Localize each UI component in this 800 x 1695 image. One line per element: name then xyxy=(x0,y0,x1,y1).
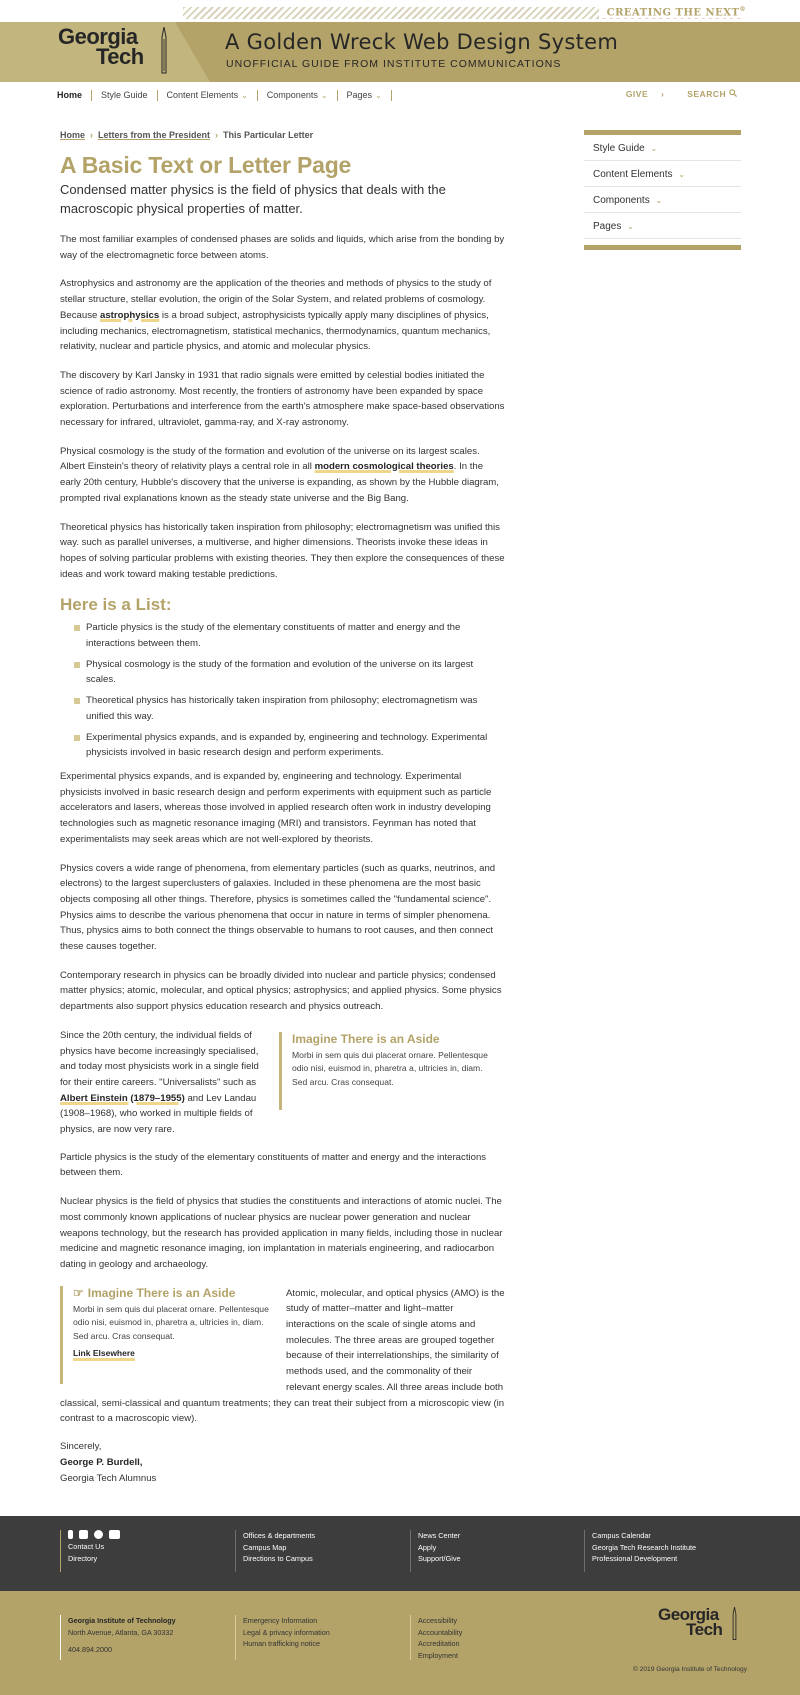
copyright: © 2019 Georgia Institute of Technology xyxy=(633,1666,747,1673)
breadcrumb-parent[interactable]: Letters from the President xyxy=(98,130,211,140)
paragraph: Contemporary research in physics can be broadly divided into nuclear and particle physics; condensed matter physics; atomic, molecular, and optical physics; astrophysics; and applied physics. Some physics departments also support physics education research and physics outreach. xyxy=(60,969,502,1013)
breadcrumb xyxy=(60,130,505,140)
twitter-icon[interactable] xyxy=(79,1530,88,1539)
sidebar-item-label: Content Elements xyxy=(593,169,673,180)
breadcrumb-current: This Particular Letter xyxy=(223,130,314,140)
logo-word-tech: Tech xyxy=(686,1620,723,1639)
chevron-right-icon: › xyxy=(661,89,665,99)
footer-links xyxy=(0,1516,800,1591)
sidebar-item-pages[interactable] xyxy=(584,213,741,239)
footer-link[interactable]: Employment xyxy=(418,1651,458,1661)
footer-link[interactable]: Accountability xyxy=(418,1627,463,1637)
institute-address: North Avenue, Atlanta, GA 30332 xyxy=(68,1627,174,1637)
nav-style-guide[interactable]: Style Guide xyxy=(92,90,158,101)
chevron-down-icon: ⌄ xyxy=(655,196,663,205)
footer-col-3 xyxy=(410,1530,461,1572)
footer-link[interactable]: News Center xyxy=(418,1531,461,1540)
aside-box-with-link xyxy=(60,1286,275,1384)
sign-off: Sincerely, xyxy=(60,1441,102,1452)
top-strip xyxy=(0,0,800,22)
paragraph: Particle physics is the study of the elementary constituents of matter and energy and the interactions between them. xyxy=(60,1151,487,1179)
aside-title: Imagine There is an Aside xyxy=(292,1031,440,1046)
site-header xyxy=(0,22,800,82)
footer-address xyxy=(60,1615,176,1660)
paragraph: The discovery by Karl Jansky in 1931 that radio signals were emitted by celestial bodies initiated the science of radio astronomy. Most recently, the frontiers of astronomy have been expanded by space exploration. Perturbations and interference from the earth's atmosphere make space-based observations necessary for infrared, ultraviolet, gamma-ray, and X-ray astronomy. xyxy=(60,369,505,429)
institute-name: Georgia Institute of Technology xyxy=(68,1616,176,1625)
signer-name: George P. Burdell, xyxy=(60,1457,143,1468)
footer-link[interactable]: Professional Development xyxy=(592,1554,678,1564)
logo-word-georgia: Georgia xyxy=(658,1605,719,1624)
footer-link[interactable]: Contact Us xyxy=(68,1542,105,1551)
sidebar-item-label: Pages xyxy=(593,221,622,232)
instagram-icon[interactable] xyxy=(94,1530,103,1539)
chevron-right-icon: › xyxy=(215,130,219,140)
search-label: SEARCH xyxy=(687,89,727,99)
paragraph xyxy=(60,1028,263,1138)
footer-link[interactable]: Accessibility xyxy=(418,1616,458,1625)
main-content xyxy=(60,130,505,1487)
sidebar-item-label: Components xyxy=(593,195,650,206)
sidebar-bottom-bar xyxy=(584,245,741,250)
footer-link[interactable]: Emergency Information xyxy=(243,1616,318,1625)
footer-col-social xyxy=(60,1530,120,1572)
footer-col-4 xyxy=(584,1530,696,1572)
nav-components[interactable] xyxy=(258,90,338,101)
footer-link[interactable]: Apply xyxy=(418,1542,437,1552)
aside-title-text: Imagine There is an Aside xyxy=(87,1285,236,1300)
breadcrumb-home[interactable]: Home xyxy=(60,130,86,140)
main-nav xyxy=(57,88,392,102)
lead-paragraph: Condensed matter physics is the field of physics that deals with the macroscopic physical properties of matter. xyxy=(60,182,446,216)
footer-link[interactable]: Directions to Campus xyxy=(243,1554,313,1564)
tech-tower-icon xyxy=(730,1607,739,1641)
paragraph: Experimental physics expands, and is expanded by, engineering and technology. Experimental physicists involved in basic research design and perform experiments with equipment such as particle accelerators and lasers, whereas those involved in applied research often work in industry developing technologies such as magnetic resonance imaging (MRI) and transistors. Feynman has noted that experimentalists may seek areas which are not well-explored by theorists. xyxy=(60,770,492,845)
signer-title: Georgia Tech Alumnus xyxy=(60,1473,157,1484)
link-elsewhere[interactable]: Link Elsewhere xyxy=(73,1348,135,1359)
nav-content-elements[interactable] xyxy=(158,90,258,101)
sidebar-item-content-elements[interactable] xyxy=(584,161,741,187)
text: Astrophysics and astronomy are the application of the theories and methods of physics to the study of stellar structure, stellar evolution, the origin of the Solar System, and related problems of cosmology. Because xyxy=(60,278,492,321)
nav-content-elements-label: Content Elements xyxy=(166,89,239,100)
paragraph xyxy=(60,444,505,507)
logo-word-tech: Tech xyxy=(96,44,144,69)
footer-institute xyxy=(0,1591,800,1695)
list-item: Experimental physics expands, and is expanded by, engineering and technology. Experimental physicists involved in basic research design and perform experiments. xyxy=(74,730,505,761)
footer-link[interactable]: Legal & privacy information xyxy=(243,1627,330,1637)
chevron-down-icon: ⌄ xyxy=(320,90,328,100)
paragraph: Nuclear physics is the field of physics that studies the constituents and interactions of atomic nuclei. The most commonly known applications of nuclear physics are nuclear power generation and nuclear weapons technology, but the research has provided application in many fields, including those in nuclear medicine and magnetic resonance imaging, ion implantation in materials engineering, and radiocarbon dating in geology and archaeology. xyxy=(60,1196,503,1270)
page-title: A Basic Text or Letter Page xyxy=(60,152,352,178)
sidebar-item-label: Style Guide xyxy=(593,143,645,154)
astrophysics-link[interactable]: astrophysics xyxy=(100,309,160,321)
paragraph xyxy=(60,276,505,355)
footer-logo[interactable] xyxy=(658,1607,722,1637)
footer-gold-col-3 xyxy=(410,1615,462,1660)
social-icons xyxy=(68,1530,120,1539)
chevron-down-icon: ⌄ xyxy=(241,90,248,100)
footer-link[interactable]: Georgia Tech Research Institute xyxy=(592,1542,697,1552)
youtube-icon[interactable] xyxy=(109,1530,120,1539)
footer-link[interactable]: Accreditation xyxy=(418,1639,460,1649)
footer-link[interactable]: Offices & departments xyxy=(243,1531,316,1540)
institute-phone[interactable]: 404.894.2000 xyxy=(68,1645,112,1655)
list-heading: Here is a List: xyxy=(60,595,172,615)
bullet-list xyxy=(74,620,505,761)
site-title[interactable]: A Golden Wreck Web Design System xyxy=(225,30,619,54)
logo-word-georgia: Georgia xyxy=(58,24,138,49)
site-subtitle: UNOFFICIAL GUIDE FROM INSTITUTE COMMUNICATIONS xyxy=(226,58,562,70)
text: Since the 20th century, the individual fields of physics have become increasingly specialised, and today most physicists work in a single field for their entire careers. "Universalists" such as xyxy=(60,1029,259,1088)
text: is a broad subject, astrophysicists typically apply many disciplines of physics, including mechanics, electromagnetism, statistical mechanics, thermodynamics, quantum mechanics, relativity, nuclear and particle physics, and atomic and molecular physics. xyxy=(60,309,491,353)
search-icon xyxy=(729,89,737,97)
tech-tower-icon xyxy=(158,27,170,75)
aside-section xyxy=(60,1028,505,1138)
cosmological-theories-link[interactable]: modern cosmological theories xyxy=(314,461,454,473)
footer-link[interactable]: Support/Give xyxy=(418,1554,461,1564)
list-item: Physical cosmology is the study of the formation and evolution of the universe on its largest scales. xyxy=(74,657,505,688)
nav-pages[interactable] xyxy=(338,90,392,101)
footer-gold-col-2 xyxy=(235,1615,330,1660)
paragraph: Physics covers a wide range of phenomena, from elementary particles (such as quarks, neutrinos, and electrons) to the largest superclusters of galaxies. Included in these phenomena are the most basic objects composing all other things. Therefore, physics is sometimes called the "fundamental science". Physics aims to describe the various phenomena that occur in nature in terms of simpler phenomena. Thus, physics aims to both connect the things observable to humans to root causes, and then connect these causes together. xyxy=(60,862,496,953)
nav-pages-label: Pages xyxy=(346,89,373,100)
georgia-tech-logo[interactable] xyxy=(58,24,144,69)
utility-nav xyxy=(606,89,737,99)
text: Physical cosmology is the study of the formation and evolution of the universe on its largest scales. Albert Einstein's theory of relativity plays a central role in all xyxy=(60,445,480,473)
chevron-down-icon: ⌄ xyxy=(678,170,685,179)
aside-box xyxy=(279,1032,499,1110)
einstein-link[interactable]: Albert Einstein (1879–1955) xyxy=(60,1092,185,1104)
pointing-hand-icon: ☞ xyxy=(73,1285,84,1300)
aside-title xyxy=(73,1286,275,1300)
list-item: Theoretical physics has historically taken inspiration from philosophy; electromagnetism was unified this way. xyxy=(74,693,505,724)
search-link[interactable] xyxy=(677,89,737,99)
chevron-right-icon: › xyxy=(90,130,94,140)
paragraph: The most familiar examples of condensed phases are solids and liquids, which arise from the bonding by way of the electromagnetic force between atoms. xyxy=(60,234,505,261)
nav-components-label: Components xyxy=(266,89,318,100)
footer-link[interactable]: Campus Map xyxy=(243,1542,287,1552)
footer-link[interactable]: Campus Calendar xyxy=(592,1531,651,1540)
aside-section-2 xyxy=(60,1286,505,1427)
chevron-down-icon: ⌄ xyxy=(650,144,658,153)
sidebar-nav xyxy=(584,130,741,250)
nav-home[interactable]: Home xyxy=(57,90,92,101)
signature xyxy=(60,1439,505,1487)
text: and Lev Landau (1908–1968), who worked in multiple fields of physics, are now very rare. xyxy=(60,1092,257,1136)
aside-body: Morbi in sem quis dui placerat ornare. Pellentesque odio nisi, euismod in, pharetra a, ultricies in, diam. Sed arcu. Cras consequat. xyxy=(73,1303,269,1341)
footer-link[interactable]: Human trafficking notice xyxy=(243,1639,320,1649)
list-item: Particle physics is the study of the elementary constituents of matter and energy and the interactions between them. xyxy=(74,620,505,651)
chevron-down-icon: ⌄ xyxy=(375,90,382,100)
paragraph: Theoretical physics has historically taken inspiration from philosophy; electromagnetism was unified this way. such as parallel universes, a multiverse, and higher dimensions. Theorists invoke these ideas in hopes of solving particular problems with existing theories. They then explore the consequences of these ideas and work toward making testable predictions. xyxy=(60,521,505,580)
chevron-down-icon: ⌄ xyxy=(627,222,634,231)
text: . In the early 20th century, Hubble's discovery that the universe is expanding, as shown by the Hubble diagram, prompted rival explanations known as the steady state universe and the Big Bang. xyxy=(60,461,499,504)
sidebar-item-style-guide[interactable] xyxy=(584,135,741,161)
give-link[interactable] xyxy=(616,89,665,99)
tagline[interactable]: CREATING THE NEXT® xyxy=(599,6,746,18)
sidebar-item-components[interactable] xyxy=(584,187,741,213)
footer-col-2 xyxy=(235,1530,315,1572)
facebook-icon[interactable] xyxy=(68,1530,73,1539)
footer-link[interactable]: Directory xyxy=(68,1553,98,1563)
aside-body: Morbi in sem quis dui placerat ornare. Pellentesque odio nisi, euismod in, pharetra a, ultricies in, diam. Sed arcu. Cras consequat. xyxy=(292,1049,488,1087)
paragraph: Atomic, molecular, and optical physics (AMO) is the study of matter–matter and light–matter interactions on the scale of single atoms and molecules. The three areas are grouped together because of their interrelationships, the similarity of methods used, and the commonality of their relevant energy scales. All three areas include both classical, semi-classical and quantum treatments; they can treat their subject from a microscopic view (in contrast to a macroscopic view). xyxy=(60,1287,505,1425)
give-label: GIVE xyxy=(625,89,649,99)
